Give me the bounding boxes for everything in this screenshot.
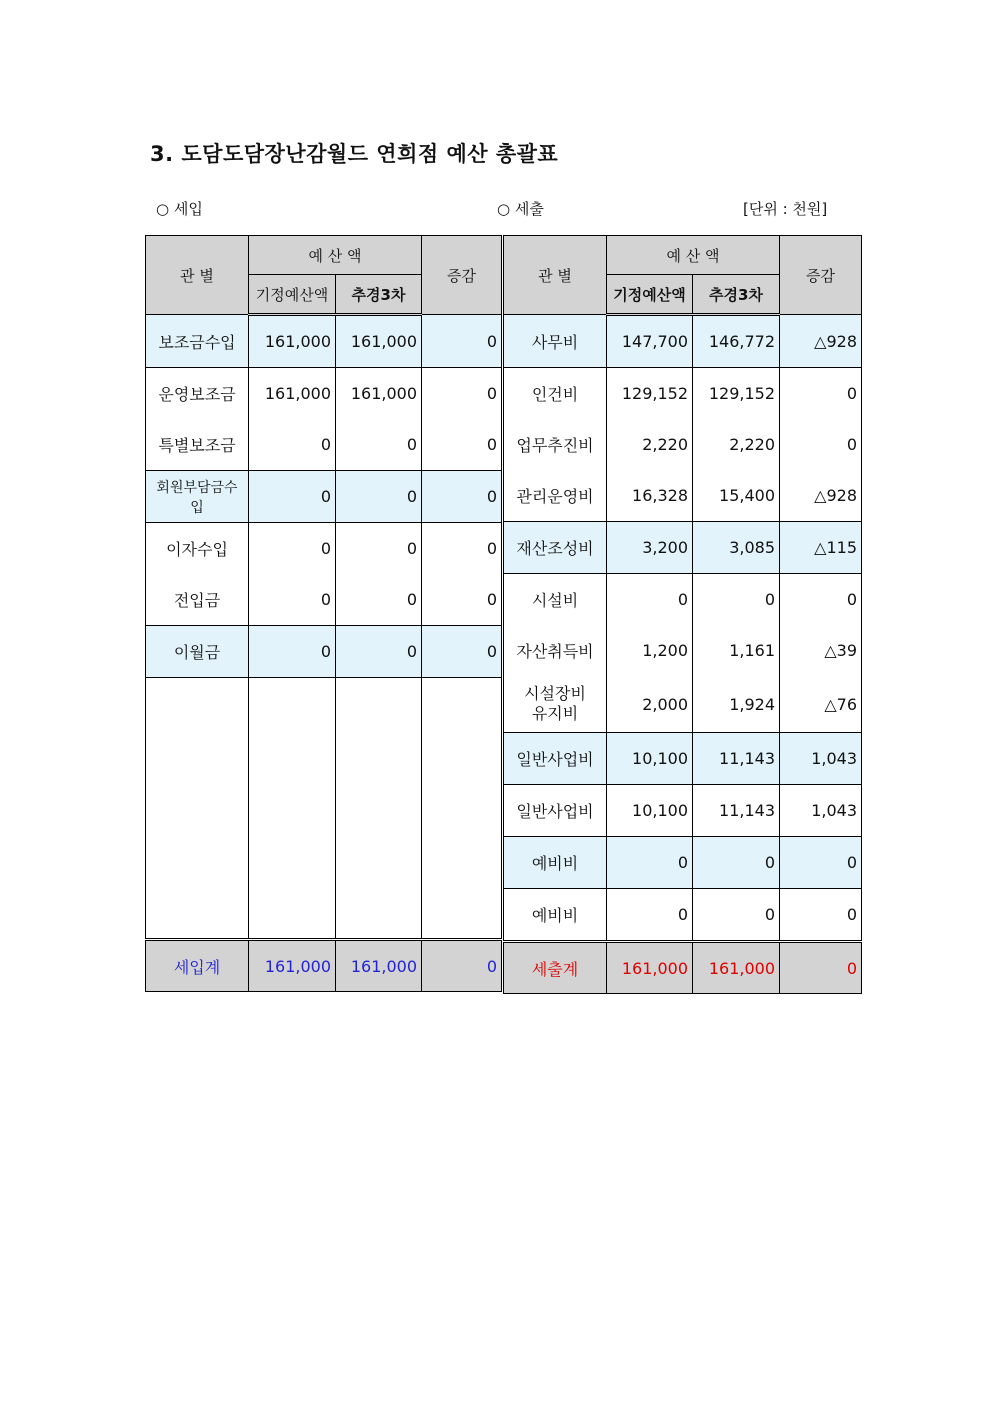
- table-row: 예비비 0 0 0: [504, 837, 862, 889]
- table-row: 전입금 0 0 0: [146, 574, 502, 626]
- table-row: 회원부담금수입 0 0 0: [146, 471, 502, 523]
- revenue-label: ○ 세입: [156, 200, 203, 218]
- table-row: 일반사업비 10,100 11,143 1,043: [504, 785, 862, 837]
- table-row: 자산취득비 1,200 1,161 △39: [504, 625, 862, 676]
- header-change: 증감: [422, 236, 502, 315]
- header-budget: 예 산 액: [249, 236, 422, 275]
- revenue-table: [145, 235, 502, 992]
- table-row: 이월금 0 0 0: [146, 626, 502, 678]
- table-row: 시설비 0 0 0: [504, 574, 862, 626]
- table-row: 이자수입 0 0 0: [146, 523, 502, 575]
- header-existing: 기정예산액: [607, 275, 693, 315]
- expense-table: [503, 235, 862, 994]
- page-title: 3. 도담도담장난감월드 연희점 예산 총괄표: [150, 142, 559, 166]
- header-existing: 기정예산액: [249, 275, 336, 315]
- table-row: 사무비 147,700 146,772 △928: [504, 315, 862, 368]
- table-row: 시설장비 유지비 2,000 1,924 △76: [504, 676, 862, 733]
- table-row: 예비비 0 0 0: [504, 889, 862, 942]
- expense-label: ○ 세출: [497, 200, 544, 218]
- header-revised: 추경3차: [336, 275, 422, 315]
- table-row: 운영보조금 161,000 161,000 0: [146, 368, 502, 420]
- header-category: 관 별: [146, 236, 249, 315]
- unit-label: [단위 : 천원]: [743, 200, 828, 218]
- table-row: 인건비 129,152 129,152 0: [504, 368, 862, 420]
- table-row: 일반사업비 10,100 11,143 1,043: [504, 733, 862, 785]
- header-category: 관 별: [504, 236, 607, 315]
- header-revised: 추경3차: [693, 275, 780, 315]
- empty-row: [146, 678, 502, 940]
- header-change: 증감: [780, 236, 862, 315]
- table-row: 재산조성비 3,200 3,085 △115: [504, 522, 862, 574]
- table-row: 관리운영비 16,328 15,400 △928: [504, 470, 862, 522]
- expense-total-row: 세출계 161,000 161,000 0: [504, 942, 862, 994]
- revenue-total-row: 세입계 161,000 161,000 0: [146, 940, 502, 992]
- table-row: 특별보조금 0 0 0: [146, 419, 502, 471]
- header-budget: 예 산 액: [607, 236, 780, 275]
- table-row: 보조금수입 161,000 161,000 0: [146, 315, 502, 368]
- table-row: 업무추진비 2,220 2,220 0: [504, 419, 862, 470]
